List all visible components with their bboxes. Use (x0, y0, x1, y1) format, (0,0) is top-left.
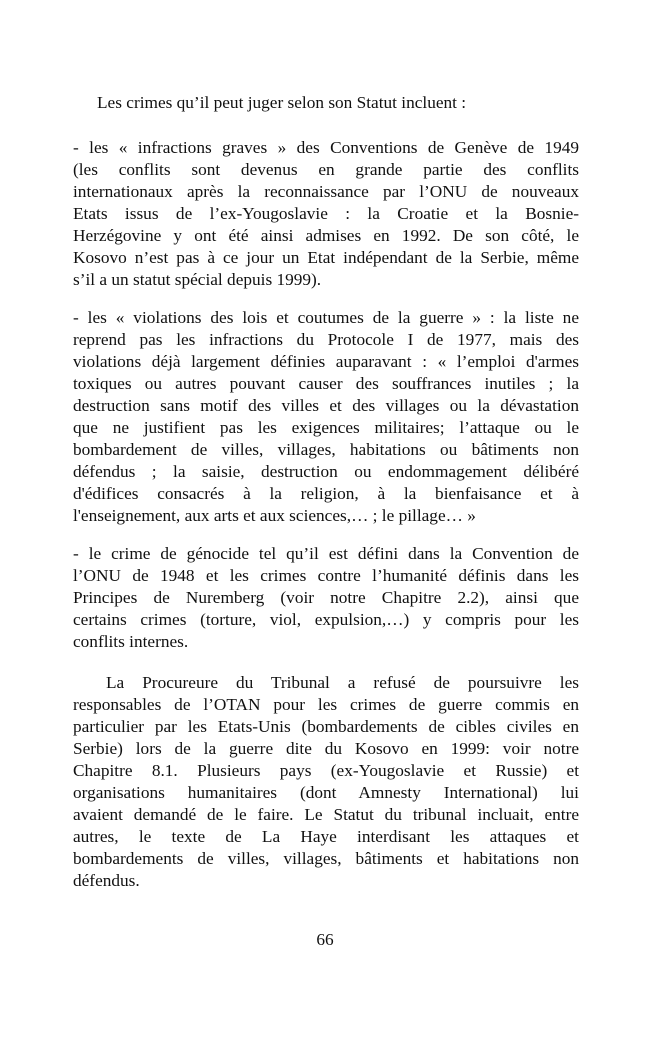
text-line: - les « violations des lois et coutumes de la guerre » : la liste ne (73, 308, 579, 327)
text-line: violations déjà largement définies auparavant : « l’emploi d'armes (73, 352, 579, 371)
text-line: d'édifices consacrés à la religion, à la bienfaisance et à (73, 484, 579, 503)
text-line: reprend pas les infractions du Protocole I de 1977, mais des (73, 330, 579, 349)
text-line: organisations humanitaires (dont Amnesty International) lui (73, 783, 579, 802)
text-line: internationaux après la reconnaissance par l’ONU de nouveaux (73, 182, 579, 201)
text-line: conflits internes. (73, 632, 189, 651)
text-line: bombardements de villes, villages, bâtiments et habitations non (73, 849, 579, 868)
text-line: s’il a un statut spécial depuis 1999). (73, 270, 322, 289)
text-line: que ne justifient pas les exigences militaires; l’attaque ou le (73, 418, 579, 437)
intro-line: Les crimes qu’il peut juger selon son Statut incluent : (97, 93, 467, 112)
text-line: La Procureure du Tribunal a refusé de poursuivre les (106, 673, 579, 692)
text-line: - le crime de génocide tel qu’il est défini dans la Convention de (73, 544, 579, 563)
text-line: particulier par les Etats-Unis (bombardements de cibles civiles en (73, 717, 579, 736)
text-line: Chapitre 8.1. Plusieurs pays (ex-Yougoslavie et Russie) et (73, 761, 579, 780)
text-line: certains crimes (torture, viol, expulsion,…) y compris pour les (73, 610, 579, 629)
text-line: défendus. (73, 871, 140, 890)
text-line: (les conflits sont devenus en grande partie des conflits (73, 160, 579, 179)
text-line: toxiques ou autres pouvant causer des souffrances inutiles ; la (73, 374, 579, 393)
text-line: responsables de l’OTAN pour les crimes de guerre commis en (73, 695, 579, 714)
text-line: Etats issus de l’ex-Yougoslavie : la Croatie et la Bosnie- (73, 204, 579, 223)
text-line: Herzégovine y ont été ainsi admises en 1992. De son côté, le (73, 226, 579, 245)
text-line: bombardement de villes, villages, habitations ou bâtiments non (73, 440, 579, 459)
page-number: 66 (316, 930, 334, 949)
text-line: autres, le texte de La Haye interdisant les attaques et (73, 827, 579, 846)
text-line: avaient demandé de le faire. Le Statut du tribunal incluait, entre (73, 805, 579, 824)
text-line: Kosovo n’est pas à ce jour un Etat indépendant de la Serbie, même (73, 248, 579, 267)
text-line: destruction sans motif des villes et des villages ou la dévastation (73, 396, 579, 415)
text-line: - les « infractions graves » des Conventions de Genève de 1949 (73, 138, 579, 157)
text-line: Principes de Nuremberg (voir notre Chapitre 2.2), ainsi que (73, 588, 579, 607)
text-line: défendus ; la saisie, destruction ou endommagement délibéré (73, 462, 579, 481)
text-line: Serbie) lors de la guerre dite du Kosovo en 1999: voir notre (73, 739, 579, 758)
text-line: l'enseignement, aux arts et aux sciences,… ; le pillage… » (73, 506, 476, 525)
text-line: l’ONU de 1948 et les crimes contre l’humanité définis dans les (73, 566, 579, 585)
